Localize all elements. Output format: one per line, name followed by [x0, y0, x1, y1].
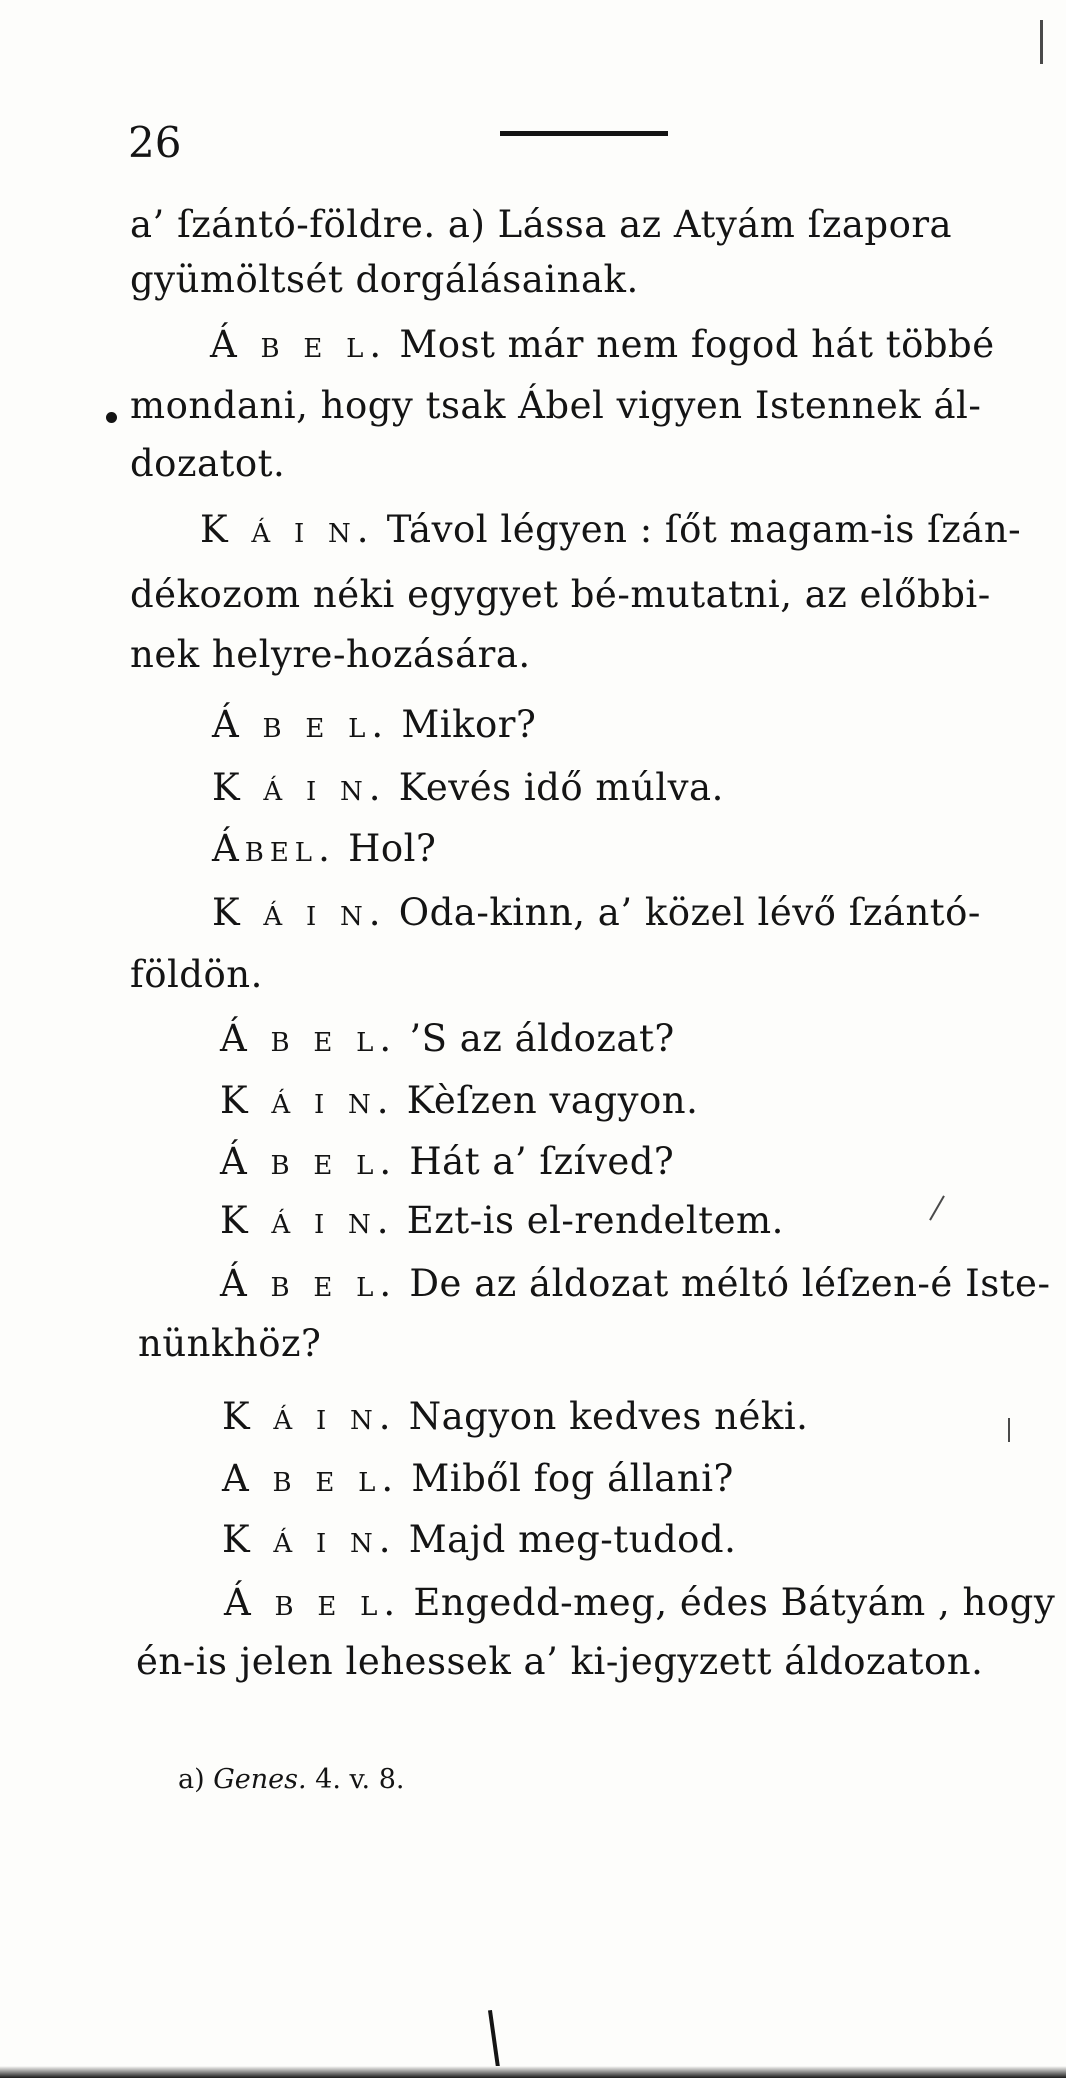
speaker-label: Á b e l. [210, 323, 388, 366]
speaker-label: Á b e l. [220, 1262, 398, 1305]
speaker-label: Á b e l. [212, 703, 390, 746]
footnote-work: Genes. [213, 1764, 307, 1795]
header-rule [500, 131, 668, 136]
paper-speck [1040, 20, 1043, 64]
footnote [178, 1762, 404, 1798]
line-text: én-is jelen lehessek a’ ki-jegyzett áldozaton. [136, 1640, 984, 1683]
text-line [138, 1321, 321, 1367]
paper-speck [929, 1195, 945, 1220]
text-line [222, 1517, 736, 1563]
text-line [222, 1456, 734, 1502]
speaker-label: K á i n. [212, 891, 387, 934]
speaker-label: Á b e l. [220, 1017, 398, 1060]
speaker-label: Á b e l. [220, 1140, 398, 1183]
text-line [130, 383, 981, 429]
text-line [136, 1639, 983, 1685]
line-text: Ezt-is el-rendeltem. [394, 1199, 784, 1242]
text-line [130, 257, 639, 303]
text-line [130, 572, 991, 618]
line-text: Miből fog állani? [399, 1457, 734, 1500]
paper-speck [1008, 1418, 1010, 1442]
line-text: dozatot. [130, 442, 286, 485]
line-text: Majd meg-tudod. [396, 1518, 737, 1561]
line-text: nünkhöz? [138, 1322, 322, 1365]
line-text: Hát a’ ſzíved? [397, 1140, 675, 1183]
speaker-label: Á b e l. [224, 1581, 402, 1624]
line-text: Oda-kinn, a’ közel lévő ſzántó- [386, 891, 981, 934]
line-text: Kèſzen vagyon. [394, 1079, 699, 1122]
footnote-marker: a) [178, 1764, 214, 1795]
text-line [212, 702, 536, 748]
line-text: Kevés idő múlva. [386, 766, 724, 809]
line-text: Távol légyen : ſőt magam-is ſzán- [374, 508, 1022, 551]
footnote-reference: 4. v. 8. [306, 1764, 405, 1795]
line-text: Nagyon kedves néki. [396, 1395, 809, 1438]
speaker-label: K á i n. [222, 1395, 397, 1438]
text-line [130, 632, 531, 678]
bottom-ink-mark [488, 2010, 500, 2068]
line-text: gyümöltsét dorgálásainak. [130, 258, 639, 301]
line-text: Mikor? [389, 703, 537, 746]
text-line [220, 1078, 698, 1124]
text-line [130, 952, 263, 998]
line-text: Engedd-meg, édes Bátyám , hogy [401, 1581, 1056, 1624]
line-text: Most már nem fogod hát többé [387, 323, 995, 366]
text-line [220, 1198, 784, 1244]
line-text: ’S az áldozat? [397, 1017, 675, 1060]
text-line [130, 441, 285, 487]
speaker-label: A b e l. [222, 1457, 400, 1500]
speaker-label: K á i n. [212, 766, 387, 809]
text-line [212, 826, 436, 872]
line-text: dékozom néki egygyet bé-mutatni, az előbbi- [130, 573, 991, 616]
speaker-label: K á i n. [200, 508, 375, 551]
speaker-label: K á i n. [220, 1199, 395, 1242]
text-line [212, 765, 724, 811]
text-line [220, 1139, 674, 1185]
page-number: 26 [128, 118, 182, 167]
line-text: a’ ſzántó-földre. a) Lássa az Atyám ſzapora [130, 203, 953, 246]
line-text: nek helyre-hozására. [130, 633, 531, 676]
line-text: mondani, hogy tsak Ábel vigyen Istennek ál- [130, 384, 982, 427]
text-line [212, 890, 981, 936]
text-line [222, 1394, 808, 1440]
line-text: De az áldozat méltó léſzen-é Iste- [397, 1262, 1051, 1305]
speaker-label: K á i n. [220, 1079, 395, 1122]
text-line [224, 1580, 1055, 1626]
text-line [200, 507, 1021, 553]
text-line [210, 322, 995, 368]
text-line [130, 202, 952, 248]
text-line [220, 1261, 1050, 1307]
line-text: földön. [130, 953, 263, 996]
margin-dot [106, 412, 117, 423]
speaker-label: K á i n. [222, 1518, 397, 1561]
speaker-label: Ábel. [212, 827, 336, 870]
line-text: Hol? [335, 827, 437, 870]
text-line [220, 1016, 675, 1062]
page-bottom-edge [0, 2066, 1066, 2078]
